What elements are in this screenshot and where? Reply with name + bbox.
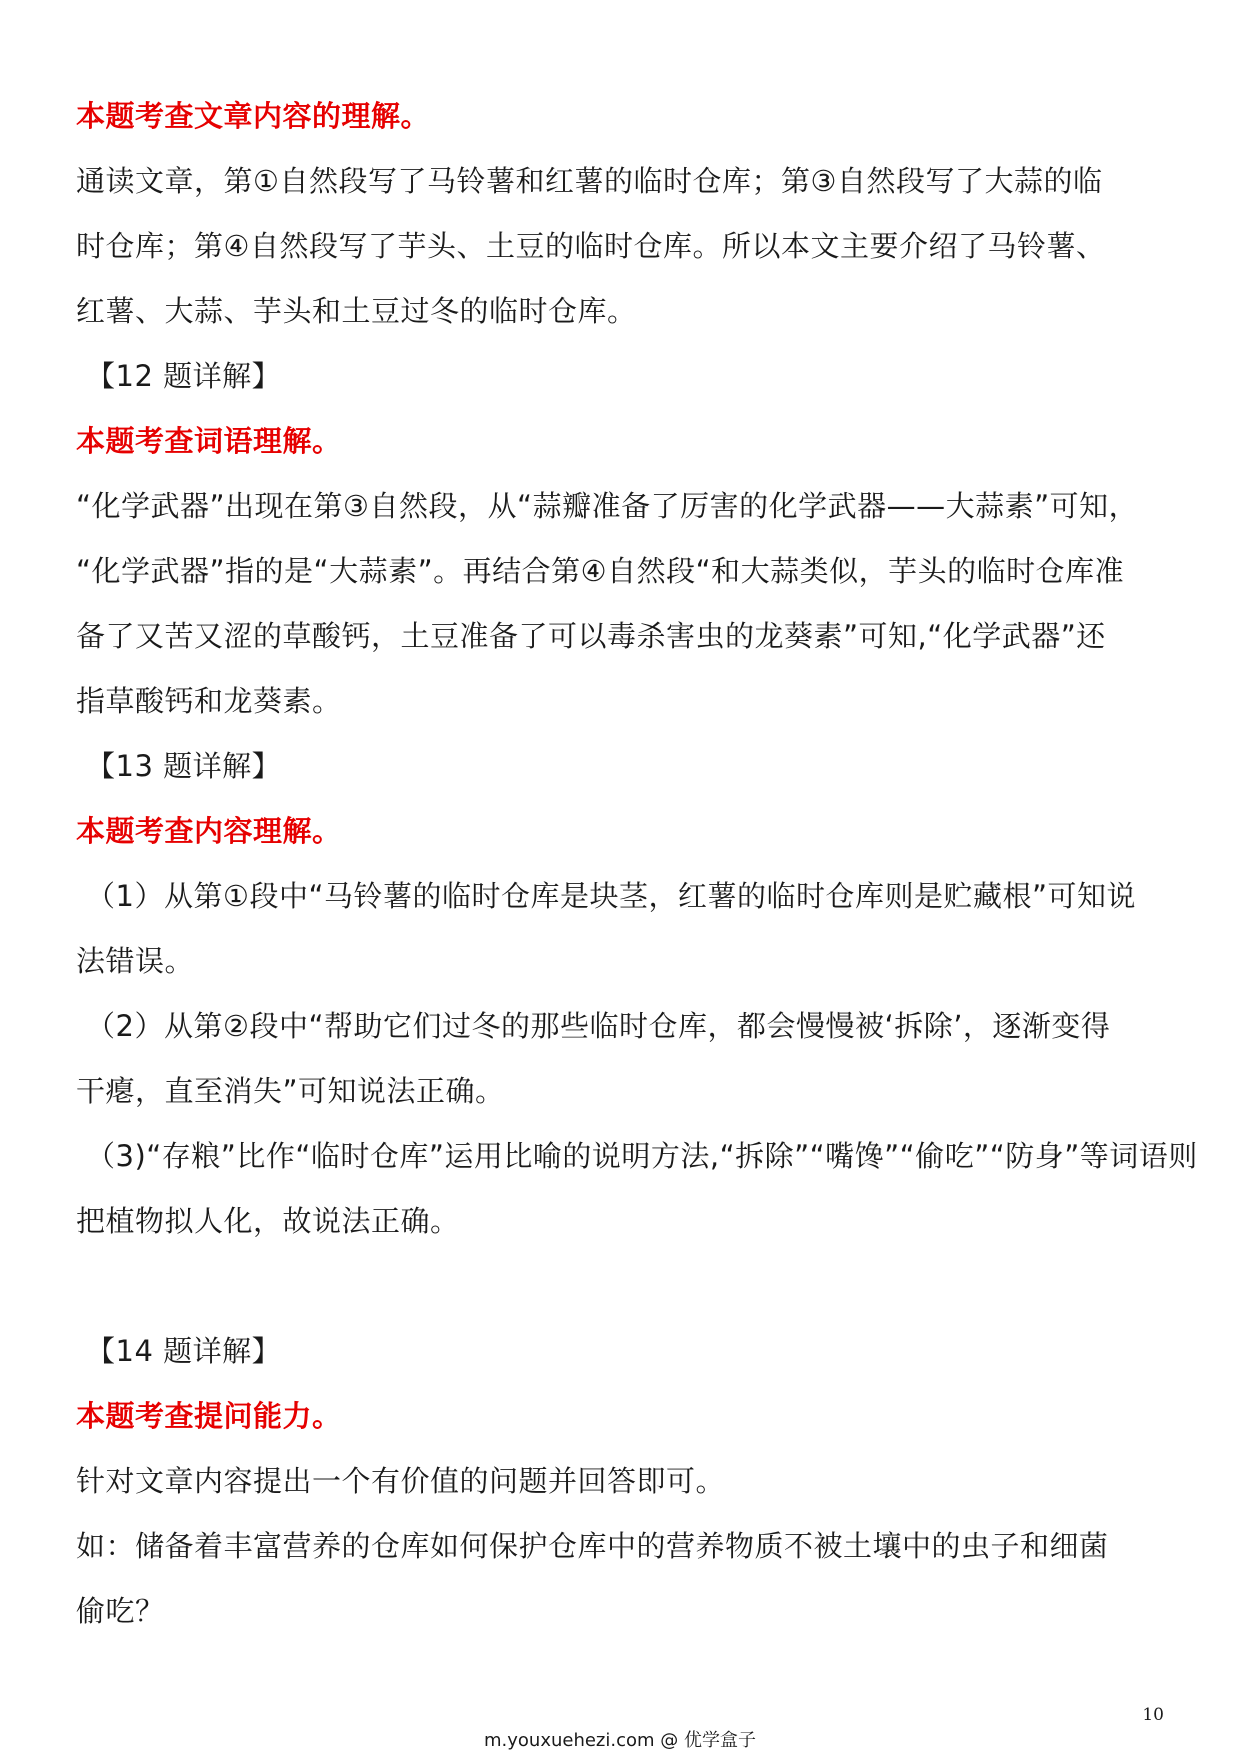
- q13-line-6: 把植物拟人化，故说法正确。: [76, 1204, 460, 1238]
- q12-line-4: 指草酸钙和龙葵素。: [76, 684, 342, 718]
- q13-title: 【13 题详解】: [86, 749, 282, 783]
- q13-line-1: （1）从第①段中“马铃薯的临时仓库是块茎，红薯的临时仓库则是贮藏根”可知说: [86, 879, 1136, 913]
- page-number: 10: [1142, 1705, 1164, 1725]
- q13-line-2: 法错误。: [76, 944, 195, 978]
- footer-site-link[interactable]: m.youxuehezi.com @ 优学盒子: [483, 1730, 756, 1751]
- document-body: [76, 84, 1198, 1644]
- q12-line-2: “化学武器”指的是“大蒜素”。再结合第④自然段“和大蒜类似，芋头的临时仓库准: [76, 554, 1125, 588]
- q14-line-2: 如：储备着丰富营养的仓库如何保护仓库中的营养物质不被土壤中的虫子和细菌: [76, 1529, 1109, 1563]
- q12-heading: 本题考查词语理解。: [76, 424, 342, 458]
- q11-line-1: 通读文章，第①自然段写了马铃薯和红薯的临时仓库；第③自然段写了大蒜的临: [76, 164, 1103, 198]
- q13-heading: 本题考查内容理解。: [76, 814, 342, 848]
- q12-title: 【12 题详解】: [86, 359, 282, 393]
- q13-line-4: 干瘪，直至消失”可知说法正确。: [76, 1074, 505, 1108]
- q14-title: 【14 题详解】: [86, 1334, 282, 1368]
- q12-line-3: 备了又苦又涩的草酸钙，土豆准备了可以毒杀害虫的龙葵素”可知,“化学武器”还: [76, 619, 1106, 653]
- q11-line-3: 红薯、大蒜、芋头和土豆过冬的临时仓库。: [76, 294, 637, 328]
- q14-line-1: 针对文章内容提出一个有价值的问题并回答即可。: [76, 1464, 726, 1498]
- q13-line-5: （3)“存粮”比作“临时仓库”运用比喻的说明方法,“拆除”“嘴馋”“偷吃”“防身”等词语则: [86, 1139, 1198, 1173]
- q11-heading: 本题考查文章内容的理解。: [76, 99, 431, 133]
- q14-line-3: 偷吃？: [76, 1594, 165, 1628]
- q12-line-1: “化学武器”出现在第③自然段，从“蒜瓣准备了厉害的化学武器——大蒜素”可知，: [76, 489, 1139, 523]
- q11-line-2: 时仓库；第④自然段写了芋头、土豆的临时仓库。所以本文主要介绍了马铃薯、: [76, 229, 1106, 263]
- q14-heading: 本题考查提问能力。: [76, 1399, 342, 1433]
- blank-spacer: [76, 1254, 1176, 1319]
- q13-line-3: （2）从第②段中“帮助它们过冬的那些临时仓库，都会慢慢被‘拆除’，逐渐变得: [86, 1009, 1111, 1043]
